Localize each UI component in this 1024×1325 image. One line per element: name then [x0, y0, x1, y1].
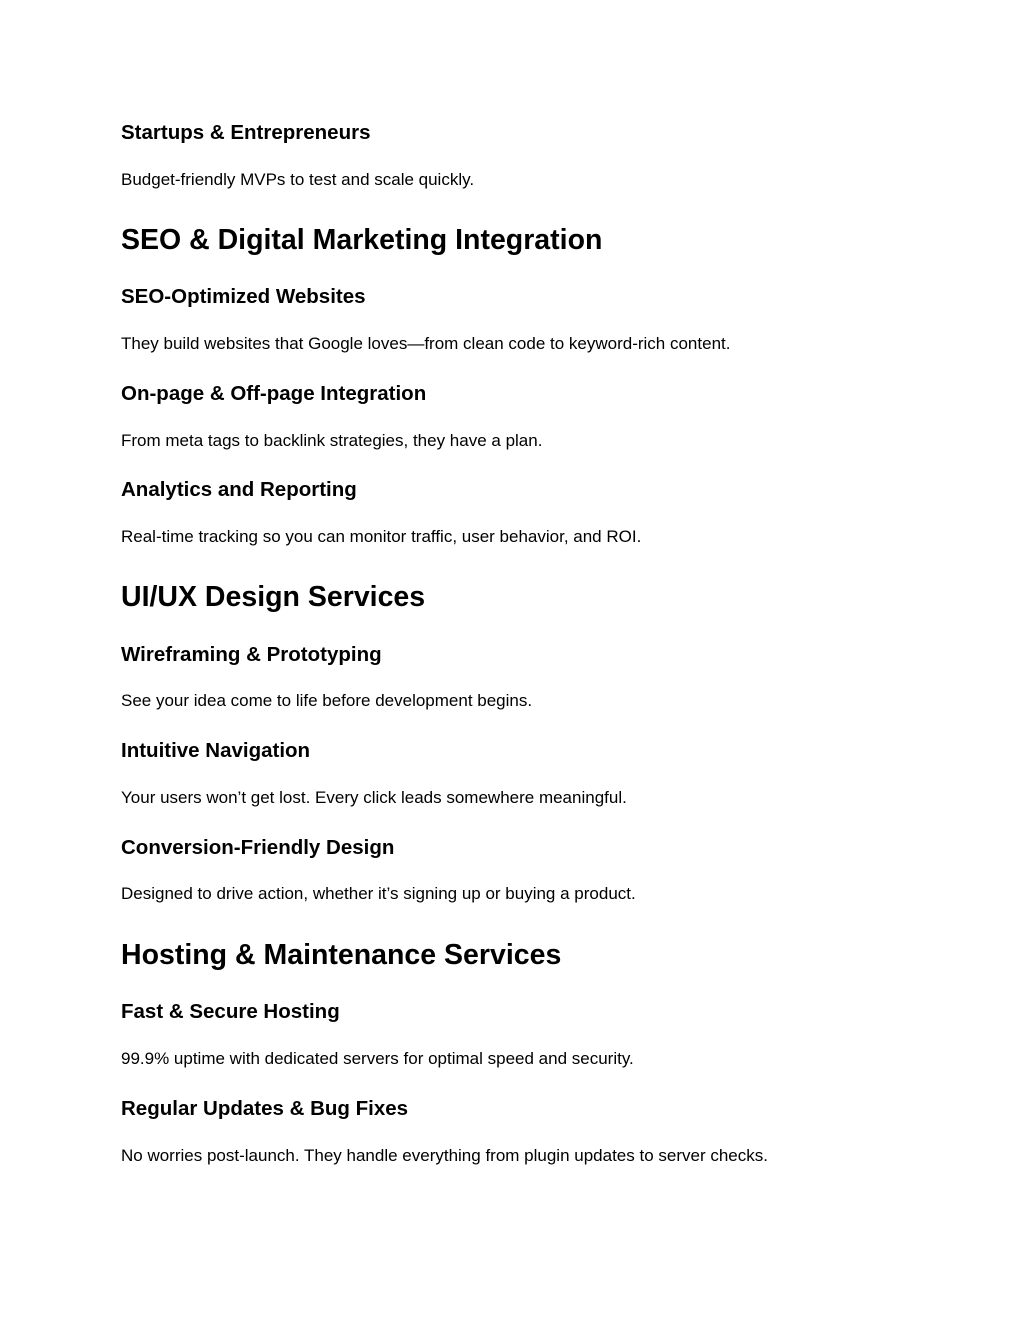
paragraph-regular-updates: No worries post-launch. They handle everything from plugin updates to server checks.: [121, 1146, 768, 1165]
paragraph-seo-optimized-websites: They build websites that Google loves—from clean code to keyword-rich content.: [121, 334, 731, 353]
paragraph-startups: Budget-friendly MVPs to test and scale quickly.: [121, 170, 475, 189]
subheading-startups: Startups & Entrepreneurs: [121, 121, 371, 144]
paragraph-intuitive-navigation: Your users won’t get lost. Every click leads somewhere meaningful.: [121, 788, 627, 807]
paragraph-fast-secure-hosting: 99.9% uptime with dedicated servers for optimal speed and security.: [121, 1049, 634, 1068]
heading-uiux-design-services: UI/UX Design Services: [121, 581, 426, 613]
subheading-onpage-offpage: On-page & Off-page Integration: [121, 382, 427, 405]
paragraph-onpage-offpage: From meta tags to backlink strategies, they have a plan.: [121, 431, 543, 450]
heading-seo-digital-marketing: SEO & Digital Marketing Integration: [121, 224, 603, 256]
subheading-wireframing-prototyping: Wireframing & Prototyping: [121, 643, 382, 666]
paragraph-analytics-reporting: Real-time tracking so you can monitor traffic, user behavior, and ROI.: [121, 527, 642, 546]
subheading-seo-optimized-websites: SEO-Optimized Websites: [121, 285, 366, 308]
subheading-fast-secure-hosting: Fast & Secure Hosting: [121, 1000, 340, 1023]
subheading-intuitive-navigation: Intuitive Navigation: [121, 739, 311, 762]
heading-hosting-maintenance: Hosting & Maintenance Services: [121, 939, 562, 971]
subheading-analytics-reporting: Analytics and Reporting: [121, 478, 357, 501]
subheading-regular-updates: Regular Updates & Bug Fixes: [121, 1097, 409, 1120]
paragraph-conversion-friendly-design: Designed to drive action, whether it’s signing up or buying a product.: [121, 884, 636, 903]
paragraph-wireframing-prototyping: See your idea come to life before development begins.: [121, 691, 533, 710]
subheading-conversion-friendly-design: Conversion-Friendly Design: [121, 836, 395, 859]
